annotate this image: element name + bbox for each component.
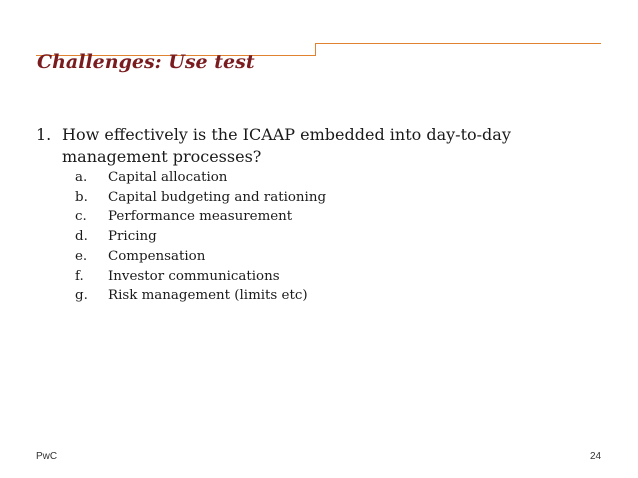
list-item-text: Capital budgeting and rationing <box>108 189 327 205</box>
footer-brand: PwC <box>36 451 58 462</box>
list-item-letter: g. <box>75 288 88 304</box>
list-item <box>75 188 326 208</box>
list-item <box>75 247 326 267</box>
question-item <box>36 124 556 168</box>
list-item-letter: a. <box>75 170 88 185</box>
list-item-text: Compensation <box>108 248 206 264</box>
list-item-text: Performance measurement <box>108 209 293 225</box>
page-number: 24 <box>590 451 602 462</box>
list-item-letter: b. <box>75 189 88 205</box>
sub-item-list <box>75 168 326 306</box>
header-rule-step <box>315 43 316 56</box>
list-item-letter: e. <box>75 248 88 264</box>
list-item <box>75 286 326 306</box>
list-item <box>75 227 326 247</box>
list-item <box>75 207 326 227</box>
list-item-text: Capital allocation <box>108 170 228 185</box>
list-item <box>75 267 326 287</box>
list-item-letter: d. <box>75 229 88 245</box>
header-rule-right <box>315 43 601 44</box>
question-number: 1. <box>36 125 52 144</box>
slide-title: Challenges: Use test <box>37 51 255 73</box>
list-item-text: Investor communications <box>108 268 280 284</box>
question-text: How effectively is the ICAAP embedded into day-to-day management processes? <box>62 125 511 166</box>
list-item <box>75 168 326 188</box>
list-item-text: Pricing <box>108 229 157 245</box>
list-item-letter: c. <box>75 209 87 225</box>
list-item-letter: f. <box>75 268 84 284</box>
list-item-text: Risk management (limits etc) <box>108 288 308 304</box>
